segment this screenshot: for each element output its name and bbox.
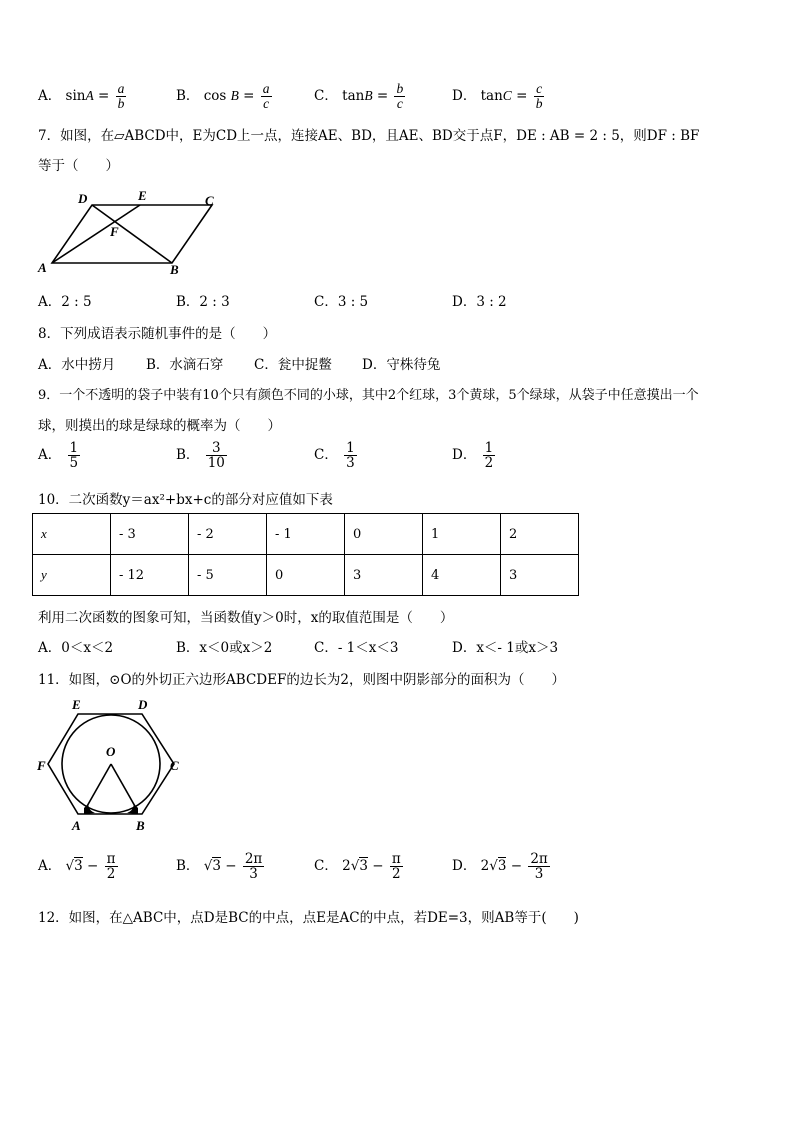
table-cell: - 12	[111, 555, 189, 596]
segment-ob	[111, 764, 136, 808]
table-cell: 0	[267, 555, 345, 596]
segment-ae	[52, 205, 140, 263]
table-cell: - 1	[267, 514, 345, 555]
table-header-y: y	[33, 555, 111, 596]
label-d: D	[138, 697, 148, 712]
table-row-y	[33, 555, 579, 596]
label-c: C	[170, 758, 179, 773]
q7-option-b[interactable]: B．2 : 3	[176, 294, 230, 310]
segment-bd	[92, 205, 172, 263]
q7-stem-line1: 7．如图，在▱ABCD中，E为CD上一点，连接AE、BD，且AE、BD交于点F，DE : AB = 2 : 5，则DF : BF	[38, 128, 700, 144]
q6-option-d[interactable]: D． tanC = $\frac{c}{b}$	[452, 81, 543, 112]
table-cell: - 5	[189, 555, 267, 596]
q8-option-d[interactable]: D．守株待兔	[362, 357, 441, 373]
table-cell: 3	[501, 555, 579, 596]
table-cell: 3	[345, 555, 423, 596]
q11-option-c[interactable]: C． 2√3 − $\frac{\pi}{2}$	[314, 851, 401, 883]
q8-stem: 8．下列成语表示随机事件的是（ ）	[38, 326, 277, 342]
q8-option-b[interactable]: B．水滴石穿	[146, 357, 224, 373]
q7-parallelogram-figure	[36, 188, 226, 276]
label-a: A	[72, 818, 81, 833]
q7-option-a[interactable]: A．2 : 5	[38, 294, 92, 310]
q10-value-table	[32, 513, 579, 596]
table-header-x: x	[33, 514, 111, 555]
label-c: C	[205, 193, 214, 208]
q6-option-a[interactable]: A． sinA = $\frac{a}{b}$	[38, 81, 125, 112]
label-e: E	[72, 697, 81, 712]
q7-option-d[interactable]: D．3 : 2	[452, 294, 507, 310]
table-row-x	[33, 514, 579, 555]
q6-option-c[interactable]: C． tanB = $\frac{b}{c}$	[314, 81, 404, 112]
segment-oa	[86, 764, 111, 808]
q9-option-c[interactable]: C． $\frac{1}{3}$	[314, 440, 355, 472]
q9-stem-line2: 球，则摸出的球是绿球的概率为（ ）	[38, 418, 281, 434]
q7-stem-line2: 等于（ ）	[38, 158, 119, 174]
q8-option-a[interactable]: A．水中捞月	[38, 357, 116, 373]
q11-hexagon-figure	[36, 694, 186, 836]
q12-stem: 12．如图，在△ABC中，点D是BC的中点，点E是AC的中点，若DE=3，则AB等于( )	[38, 910, 579, 926]
label-f: F	[110, 224, 119, 239]
table-cell: - 3	[111, 514, 189, 555]
q9-option-b[interactable]: B． $\frac{3}{10}$	[176, 440, 225, 472]
q10-question: 利用二次函数的图象可知，当函数值y＞0时，x的取值范围是（ ）	[38, 610, 454, 626]
q6-option-b[interactable]: B． cos B = $\frac{a}{c}$	[176, 81, 270, 112]
q11-stem: 11．如图，⊙O的外切正六边形ABCDEF的边长为2，则图中阴影部分的面积为（ ）	[38, 672, 565, 688]
q9-option-a[interactable]: A． $\frac{1}{5}$	[38, 440, 79, 472]
q10-option-d[interactable]: D．x＜- 1或x＞3	[452, 640, 559, 656]
label-e: E	[138, 188, 147, 203]
q9-stem-line1: 9．一个不透明的袋子中装有10个只有颜色不同的小球，其中2个红球，3个黄球，5个绿球，从袋子中任意摸出一个	[38, 388, 699, 403]
label-d: D	[78, 191, 88, 206]
q10-option-a[interactable]: A．0＜x＜2	[38, 640, 114, 656]
q9-option-d[interactable]: D． $\frac{1}{2}$	[452, 440, 494, 472]
label-b: B	[136, 818, 145, 833]
q7-option-c[interactable]: C．3 : 5	[314, 294, 369, 310]
q10-stem: 10．二次函数y＝ax²+bx+c的部分对应值如下表	[38, 492, 333, 508]
table-cell: - 2	[189, 514, 267, 555]
q10-option-b[interactable]: B．x＜0或x＞2	[176, 640, 273, 656]
table-cell: 2	[501, 514, 579, 555]
label-a: A	[38, 260, 47, 275]
label-f: F	[37, 758, 46, 773]
table-cell: 0	[345, 514, 423, 555]
table-cell: 4	[423, 555, 501, 596]
label-b: B	[170, 262, 179, 276]
q11-option-a[interactable]: A． √3 − $\frac{\pi}{2}$	[38, 851, 116, 883]
q11-option-b[interactable]: B． √3 − $\frac{2\pi}{3}$	[176, 851, 263, 883]
table-cell: 1	[423, 514, 501, 555]
q10-option-c[interactable]: C．- 1＜x＜3	[314, 640, 399, 656]
q11-option-d[interactable]: D． 2√3 − $\frac{2\pi}{3}$	[452, 851, 548, 883]
label-o: O	[106, 744, 116, 759]
q8-option-c[interactable]: C．瓮中捉鳖	[254, 357, 332, 373]
